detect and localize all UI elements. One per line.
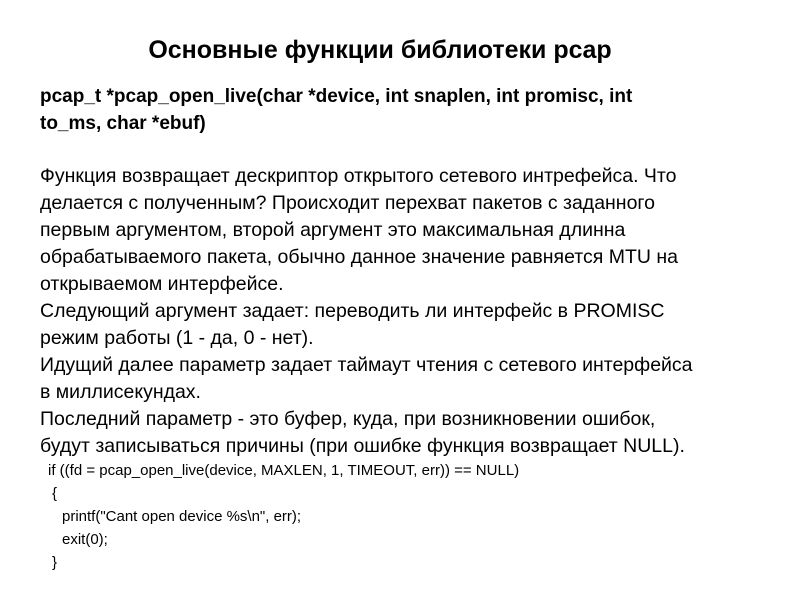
function-signature — [40, 83, 770, 137]
description-line: режим работы (1 - да, 0 - нет). — [40, 327, 314, 349]
description-line: первым аргументом, второй аргумент это максимальная длинна — [40, 219, 626, 241]
signature-line: pcap_t *pcap_open_live(char *device, int snaplen, int promisc, int — [40, 86, 633, 107]
slide-title: Основные функции библиотеки pcap — [148, 36, 612, 64]
description-line: делается с полученным? Происходит перехват пакетов с заданного — [40, 192, 655, 214]
description-line: обрабатываемого пакета, обычно данное значение равняется MTU на — [40, 246, 678, 268]
description-line: Последний параметр - это буфер, куда, при возникновении ошибок, — [40, 408, 656, 430]
description-line: Функция возвращает дескриптор открытого сетевого интрефейса. Что — [40, 165, 677, 187]
description-line: в миллисекундах. — [40, 381, 201, 403]
code-line: { — [52, 485, 58, 502]
function-description — [40, 163, 792, 460]
code-line: printf("Cant open device %s\n", err); — [62, 508, 302, 525]
description-line: открываемом интерфейсе. — [40, 273, 284, 295]
code-line: } — [52, 554, 58, 571]
code-line: if ((fd = pcap_open_live(device, MAXLEN, 1, TIMEOUT, err)) == NULL) — [48, 462, 520, 479]
code-example — [48, 459, 748, 574]
code-line: exit(0); — [62, 531, 108, 548]
description-line: Следующий аргумент задает: переводить ли интерфейс в PROMISC — [40, 300, 665, 322]
signature-line: to_ms, char *ebuf) — [40, 113, 206, 134]
description-line: Идущий далее параметр задает таймаут чтения с сетевого интерфейса — [40, 354, 693, 376]
description-line: будут записываться причины (при ошибке функция возвращает NULL). — [40, 435, 685, 457]
